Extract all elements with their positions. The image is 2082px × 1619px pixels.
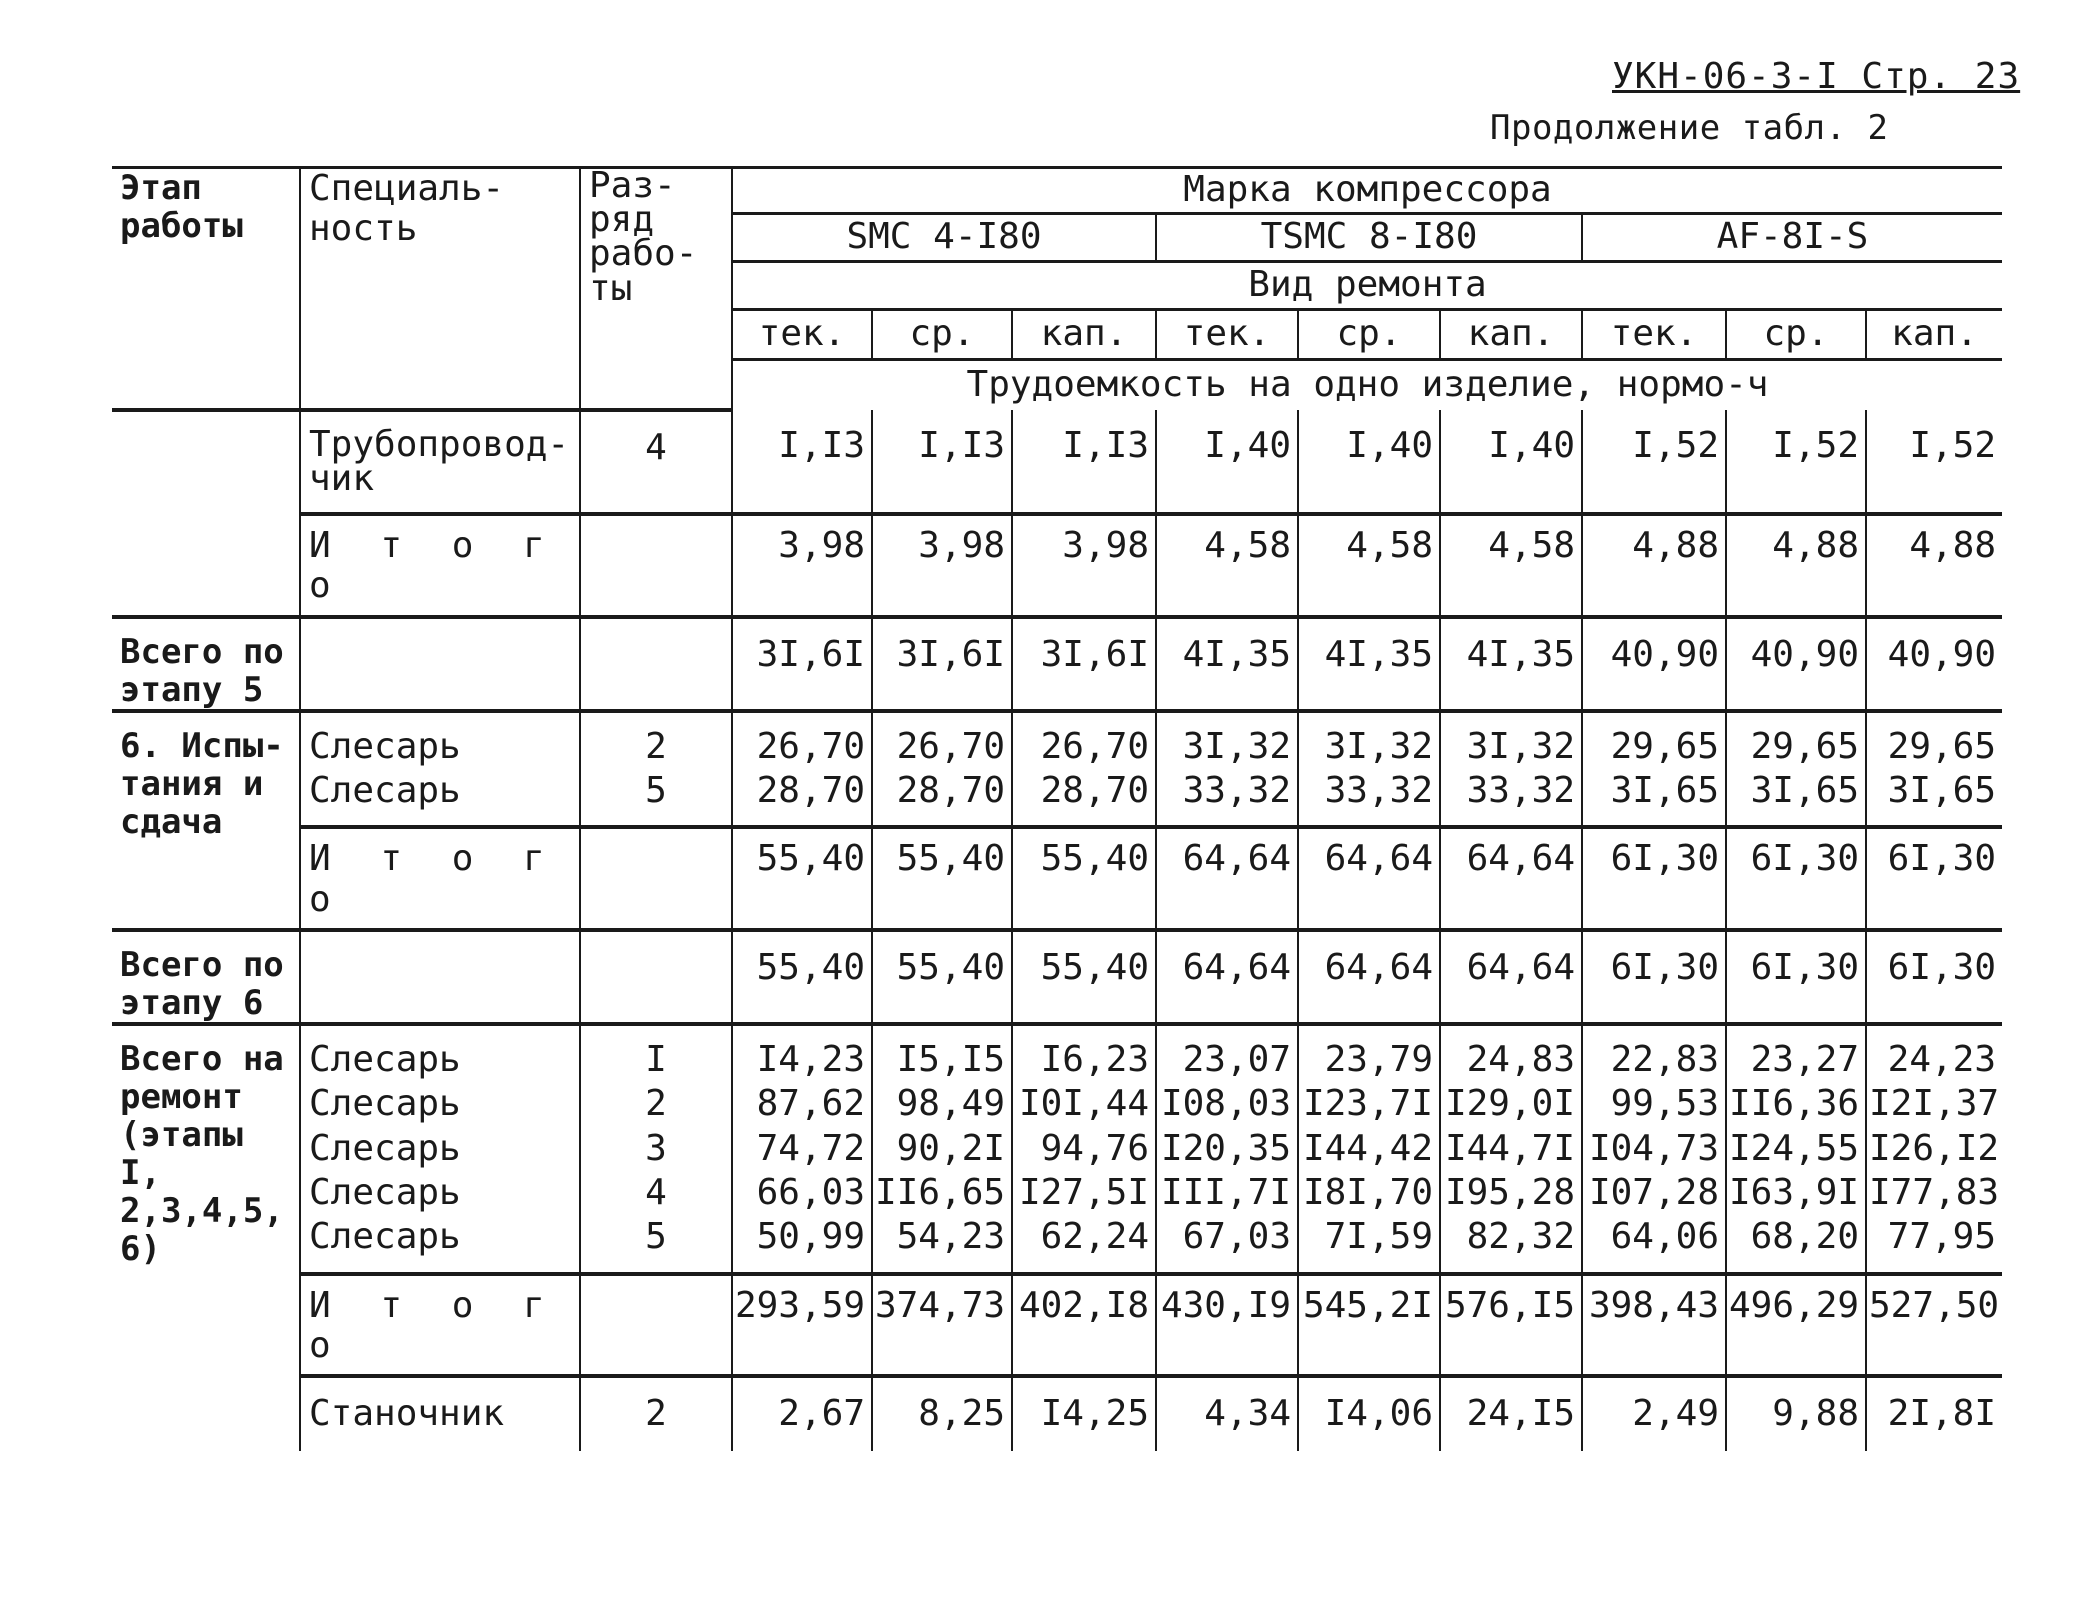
value-cell: 67,03 [1156,1215,1298,1273]
col-header-rank [580,165,732,410]
value-cell: I44,42 [1298,1127,1440,1171]
value-cell: 28,70 [1012,769,1156,827]
value-cell: 4,88 [1866,514,2002,617]
value-cell: II6,65 [872,1171,1012,1215]
table-row [112,1127,2002,1171]
value-cell: 4I,35 [1440,617,1582,711]
rank: 4 [580,410,732,514]
value-cell: 4,88 [1582,514,1726,617]
table-continuation-caption: Продолжение табл. 2 [1490,108,1889,148]
rank: 2 [580,711,732,769]
value-cell: 26,70 [732,711,872,769]
value-cell: I08,03 [1156,1082,1298,1126]
value-cell: I,I3 [1012,410,1156,514]
value-cell: 77,95 [1866,1215,2002,1273]
value-cell: I26,I2 [1866,1127,2002,1171]
rank: I [580,1024,732,1082]
value-cell: 3I,6I [732,617,872,711]
value-cell: I95,28 [1440,1171,1582,1215]
rank [580,617,732,711]
col-header-stage-text: Этап работы [120,168,243,247]
value-cell: 576,I5 [1440,1274,1582,1377]
value-cell: 23,07 [1156,1024,1298,1082]
value-cell: 98,49 [872,1082,1012,1126]
value-cell: I29,0I [1440,1082,1582,1126]
value-cell: 40,90 [1726,617,1866,711]
total-row [112,514,2002,617]
value-cell: 26,70 [1012,711,1156,769]
value-cell: 6I,30 [1582,930,1726,1024]
table-row [112,617,2002,711]
value-cell: I77,83 [1866,1171,2002,1215]
value-cell: 29,65 [1866,711,2002,769]
total-label: И т о г о [300,827,580,930]
value-cell: I,40 [1298,410,1440,514]
value-cell: 54,23 [872,1215,1012,1273]
value-cell: I2I,37 [1866,1082,2002,1126]
table-row [112,1215,2002,1273]
brand-3: АF-8I-Ѕ [1582,214,2002,262]
value-cell: I6,23 [1012,1024,1156,1082]
repair-type-header: Вид ремонта [732,262,2002,310]
col-header-stage [112,168,300,410]
value-cell: 4I,35 [1156,617,1298,711]
unit-header: Трудоемкость на одно изделие, нормо-ч [732,360,2002,410]
value-cell: 55,40 [732,930,872,1024]
rank: 5 [580,1215,732,1273]
value-cell: 33,32 [1440,769,1582,827]
value-cell: I,52 [1726,410,1866,514]
value-cell: 7I,59 [1298,1215,1440,1273]
value-cell: 3I,65 [1726,769,1866,827]
value-cell: I,52 [1582,410,1726,514]
value-cell: 4I,35 [1298,617,1440,711]
total-label: И т о г о [300,1274,580,1377]
value-cell: 28,70 [872,769,1012,827]
value-cell: 3,98 [732,514,872,617]
stage-label: Всего на ремонт (этапы I, 2,3,4,5, 6) [120,1039,284,1270]
value-cell: 55,40 [1012,930,1156,1024]
repair-type-6: кап. [1440,310,1582,360]
labor-table [112,166,2002,1451]
value-cell: 9,88 [1726,1376,1866,1450]
value-cell: 82,32 [1440,1215,1582,1273]
value-cell: 398,43 [1582,1274,1726,1377]
value-cell: 545,2I [1298,1274,1440,1377]
stage-label: Всего по этапу 5 [112,617,300,711]
value-cell: I4,25 [1012,1376,1156,1450]
table-row [112,410,2002,514]
value-cell: 6I,30 [1726,827,1866,930]
value-cell: 4,58 [1298,514,1440,617]
value-cell: 2,49 [1582,1376,1726,1450]
value-cell: 3I,32 [1156,711,1298,769]
total-label: И т о г о [300,514,580,617]
value-cell: 64,64 [1298,930,1440,1024]
value-cell: 293,59 [732,1274,872,1377]
specialty: Слесарь [300,1024,580,1082]
table-row [112,1376,2002,1450]
value-cell: I04,73 [1582,1127,1726,1171]
total-row [112,1274,2002,1377]
value-cell: 4,58 [1440,514,1582,617]
repair-type-1: тек. [732,310,872,360]
value-cell: 29,65 [1726,711,1866,769]
value-cell: 3I,6I [1012,617,1156,711]
value-cell: 24,I5 [1440,1376,1582,1450]
brand-1: ЅМС 4-I80 [732,214,1156,262]
value-cell: 64,64 [1156,827,1298,930]
col-header-specialty-text: Специаль- ность [309,168,505,250]
value-cell: 64,64 [1298,827,1440,930]
value-cell: 64,64 [1156,930,1298,1024]
table-row [112,711,2002,769]
value-cell: I,I3 [872,410,1012,514]
specialty: Слесарь [300,1127,580,1171]
specialty: Слесарь [300,711,580,769]
value-cell: 4,88 [1726,514,1866,617]
value-cell: II6,36 [1726,1082,1866,1126]
value-cell: 55,40 [1012,827,1156,930]
rank [580,514,732,617]
rank: 3 [580,1127,732,1171]
value-cell: 374,73 [872,1274,1012,1377]
rank: 4 [580,1171,732,1215]
value-cell: I,52 [1866,410,2002,514]
value-cell: 90,2I [872,1127,1012,1171]
value-cell: 3,98 [1012,514,1156,617]
rank [580,930,732,1024]
page-reference: УКН-06-3-I Стр. 23 [1612,56,2021,97]
table-row [112,1082,2002,1126]
table-row [112,769,2002,827]
value-cell: III,7I [1156,1171,1298,1215]
value-cell: I27,5I [1012,1171,1156,1215]
specialty [300,617,580,711]
value-cell: 33,32 [1298,769,1440,827]
stage-label: 6. Испы- тания и сдача [112,711,300,930]
repair-type-4: тек. [1156,310,1298,360]
value-cell: 24,23 [1866,1024,2002,1082]
value-cell: 29,65 [1582,711,1726,769]
value-cell: 6I,30 [1866,930,2002,1024]
value-cell: I07,28 [1582,1171,1726,1215]
table-row [112,1171,2002,1215]
value-cell: 3I,6I [872,617,1012,711]
value-cell: 66,03 [732,1171,872,1215]
specialty: Трубопровод- чик [300,410,580,514]
value-cell: 8,25 [872,1376,1012,1450]
value-cell: I23,7I [1298,1082,1440,1126]
value-cell: 64,64 [1440,827,1582,930]
repair-type-9: кап. [1866,310,2002,360]
col-header-specialty [300,168,580,410]
value-cell: 94,76 [1012,1127,1156,1171]
specialty: Станочник [300,1376,580,1450]
value-cell: 28,70 [732,769,872,827]
value-cell: 4,58 [1156,514,1298,617]
specialty: Слесарь [300,1082,580,1126]
value-cell: 74,72 [732,1127,872,1171]
rank: 5 [580,769,732,827]
value-cell: I4,23 [732,1024,872,1082]
value-cell: 6I,30 [1726,930,1866,1024]
total-row [112,827,2002,930]
value-cell: 6I,30 [1582,827,1726,930]
value-cell: 33,32 [1156,769,1298,827]
brand-header: Марка компрессора [732,168,2002,214]
specialty: Слесарь [300,769,580,827]
value-cell: 430,I9 [1156,1274,1298,1377]
value-cell: 68,20 [1726,1215,1866,1273]
value-cell: I44,7I [1440,1127,1582,1171]
col-header-rank-text: Раз- ряд рабо- ты [589,165,698,309]
brand-2: ТЅМС 8-I80 [1156,214,1582,262]
value-cell: 40,90 [1866,617,2002,711]
value-cell: 3,98 [872,514,1012,617]
stage-label [112,410,300,617]
value-cell: 23,27 [1726,1024,1866,1082]
value-cell: 527,50 [1866,1274,2002,1377]
value-cell: 50,99 [732,1215,872,1273]
value-cell: 2I,8I [1866,1376,2002,1450]
value-cell: 3I,32 [1298,711,1440,769]
value-cell: 3I,65 [1866,769,2002,827]
value-cell: I,40 [1440,410,1582,514]
table-row [112,930,2002,1024]
value-cell: 496,29 [1726,1274,1866,1377]
value-cell: 3I,65 [1582,769,1726,827]
value-cell: 64,06 [1582,1215,1726,1273]
value-cell: I5,I5 [872,1024,1012,1082]
repair-type-2: ср. [872,310,1012,360]
value-cell: 64,64 [1440,930,1582,1024]
rank: 2 [580,1082,732,1126]
specialty [300,930,580,1024]
specialty: Слесарь [300,1215,580,1273]
value-cell: I0I,44 [1012,1082,1156,1126]
rank: 2 [580,1376,732,1450]
value-cell: 402,I8 [1012,1274,1156,1377]
value-cell: I63,9I [1726,1171,1866,1215]
value-cell: 62,24 [1012,1215,1156,1273]
value-cell: 87,62 [732,1082,872,1126]
value-cell: I,40 [1156,410,1298,514]
value-cell: 22,83 [1582,1024,1726,1082]
rank [580,1274,732,1377]
value-cell: 4,34 [1156,1376,1298,1450]
value-cell: 99,53 [1582,1082,1726,1126]
value-cell: 3I,32 [1440,711,1582,769]
value-cell: 55,40 [872,827,1012,930]
value-cell: 55,40 [872,930,1012,1024]
value-cell: 55,40 [732,827,872,930]
value-cell: 24,83 [1440,1024,1582,1082]
table-row [112,1024,2002,1082]
repair-type-3: кап. [1012,310,1156,360]
repair-type-5: ср. [1298,310,1440,360]
value-cell: I8I,70 [1298,1171,1440,1215]
value-cell: I4,06 [1298,1376,1440,1450]
value-cell: 6I,30 [1866,827,2002,930]
value-cell: I20,35 [1156,1127,1298,1171]
stage-label: Всего по этапу 6 [112,930,300,1024]
value-cell: 40,90 [1582,617,1726,711]
value-cell: 26,70 [872,711,1012,769]
rank [580,827,732,930]
value-cell: 2,67 [732,1376,872,1450]
repair-type-8: ср. [1726,310,1866,360]
specialty: Слесарь [300,1171,580,1215]
value-cell: I,I3 [732,410,872,514]
repair-type-7: тек. [1582,310,1726,360]
value-cell: 23,79 [1298,1024,1440,1082]
value-cell: I24,55 [1726,1127,1866,1171]
